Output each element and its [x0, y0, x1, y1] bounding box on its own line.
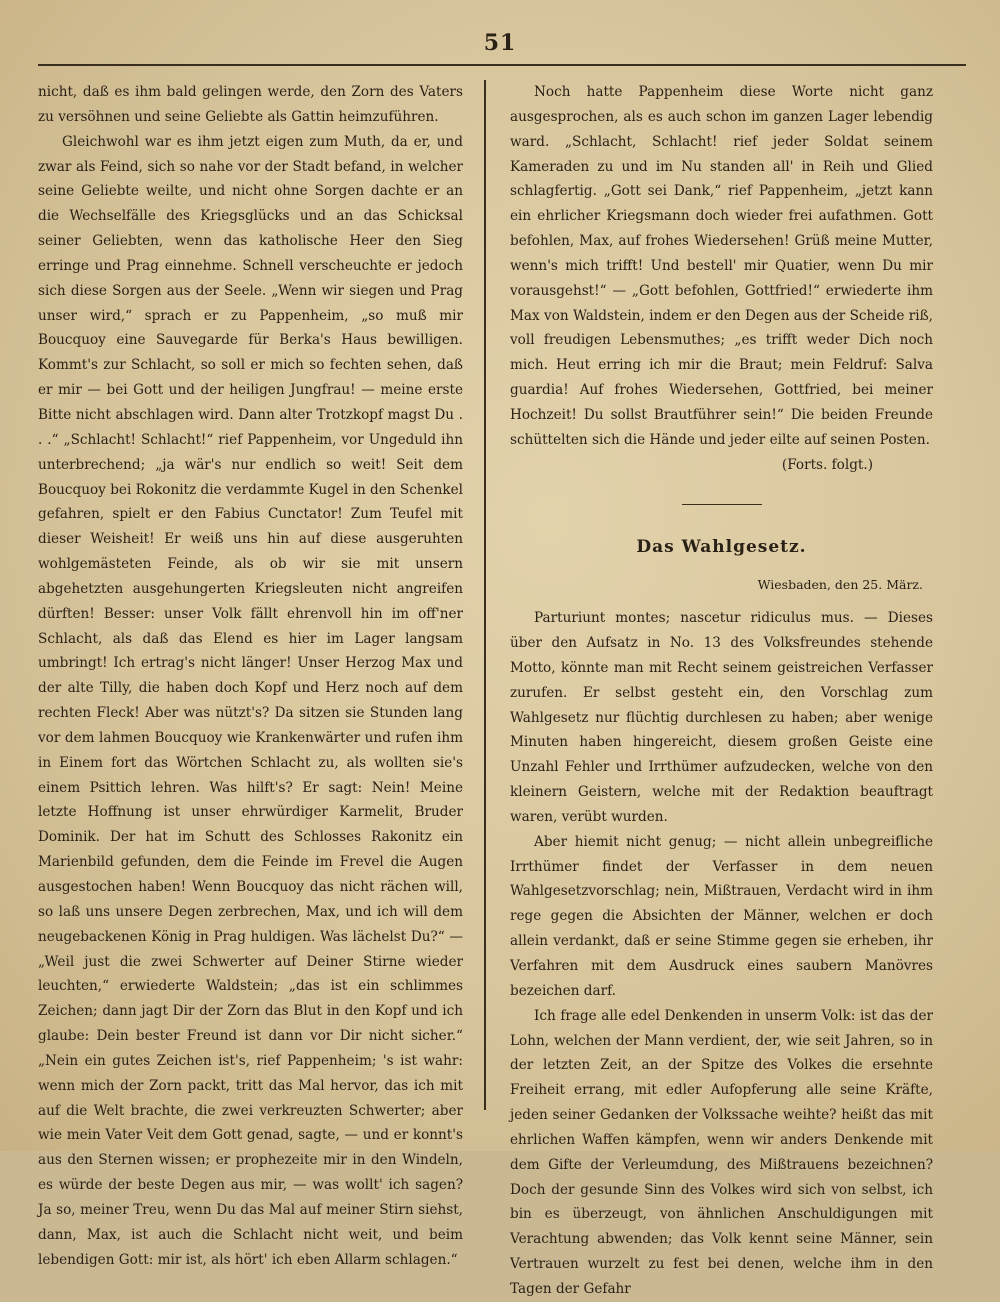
article-paragraph: Parturiunt montes; nascetur ridiculus mus. — Dieses über den Aufsatz in No. 13 des Volksfreundes stehende Motto, könnte man mit Recht seinem geistreichen Verfasser zurufen. Er selbst gesteht ein, den Vorschlag zum Wahlgesetz nur flüchtig durchlesen zu haben; aber wenige Minuten haben hingereicht, diesem großen Geiste eine Unzahl Fehler und Irrthümer aufzudecken, welche von den kleinern Geistern, welche mit der Redaktion beauftragt waren, verübt wurden.	[510, 610, 933, 825]
right-column	[510, 80, 933, 1302]
left-column	[38, 80, 463, 1273]
article-paragraph: Aber hiemit nicht genug; — nicht allein unbegreifliche Irrthümer findet der Verfasser in dem neuen Wahlgesetzvorschlag; nein, Mißtrauen, Verdacht wird in ihm rege gegen die Absichten der Männer, welchen er doch allein verdankt, daß er seine Stimme gegen sie erheben, ihr Verfahren mit dem Ausdruck eines saubern Manövres bezeichen darf.	[510, 833, 933, 999]
section-divider	[682, 504, 762, 505]
header-rule	[38, 64, 966, 66]
story-paragraph: Noch hatte Pappenheim diese Worte nicht ganz ausgesprochen, als es auch schon im ganzen Lager lebendig ward. „Schlacht, Schlacht! rief jeder Soldat seinem Kameraden zu und im Nu standen all' in Reih und Glied schlagfertig. „Gott sei Dank,“ rief Pappenheim, „jetzt kann ein ehrlicher Kriegsmann doch wieder frei aufathmen. Gott befohlen, Max, auf frohes Wiedersehen! Grüß meine Mutter, wenn's mich trifft! Und bestell' mir Quatier, wenn Du mir vorausgehst!“ — „Gott befohlen, Gottfried!“ erwiederte ihm Max von Waldstein, indem er den Degen aus der Scheide riß, voll freudigen Lebensmuthes; „es trifft weder Dich noch mich. Heut erring ich mir die Braut; mein Feldruf: Salva guardia! Auf frohes Wiedersehen, Gottfried, bei meiner Hochzeit! Du sollst Brautführer sein!“ Die beiden Freunde schüttelten sich die Hände und jeder eilte auf seinen Posten.	[510, 84, 933, 448]
dateline: Wiesbaden, den 25. März.	[757, 577, 923, 593]
story-paragraph: nicht, daß es ihm bald gelingen werde, den Zorn des Vaters zu versöhnen und seine Geliebte als Gattin heimzuführen.	[38, 84, 463, 125]
column-divider	[484, 80, 486, 1110]
page-number: 51	[483, 30, 517, 56]
article-title: Das Wahlgesetz.	[636, 536, 807, 557]
article-paragraph: Ich frage alle edel Denkenden in unserm Volk: ist das der Lohn, welchen der Mann verdient, der, wie seit Jahren, so in der letzten Zeit, an der Spitze des Volkes die ersehnte Freiheit errang, mit edler Aufopferung alle seine Kräfte, jeden seiner Gedanken der Volkssache weihte? heißt das mit ehrlichen Waffen kämpfen, wenn wir anders Denkende mit dem Gifte der Verleumdung, des Mißtrauens bezeichnen? Doch der gesunde Sinn des Volkes wird sich von selbst, ich bin es überzeugt, von ähnlichen Anschuldigungen mit Verachtung abwenden; das Volk kennt seine Männer, sein Vertrauen wurzelt zu fest bei denen, welche ihm in den Tagen der Gefahr	[510, 1007, 933, 1297]
continued-note: (Forts. folgt.)	[781, 456, 873, 473]
story-paragraph: Gleichwohl war es ihm jetzt eigen zum Muth, da er, und zwar als Feind, sich so nahe vor der Stadt befand, in welcher seine Geliebte weilte, und nicht ohne Sorgen dachte er an die Wechselfälle des Kriegsglücks und an das Schicksal seiner Geliebten, wenn das katholische Heer den Sieg erringe und Prag einnehme. Schnell verscheuchte er jedoch sich diese Sorgen aus der Seele. „Wenn wir siegen und Prag unser wird,“ sprach er zu Pappenheim, „so muß mir Boucquoy eine Sauvegarde für Berka's Haus bewilligen. Kommt's zur Schlacht, so soll er mich so fechten sehen, daß er mir — bei Gott und der heiligen Jungfrau! — meine erste Bitte nicht abschlagen wird. Dann alter Trotzkopf magst Du . . .“ „Schlacht! Schlacht!“ rief Pappenheim, vor Ungeduld ihn unterbrechend; „ja wär's nur endlich so weit! Seit dem Boucquoy bei Rokonitz die verdammte Kugel in den Schenkel gefahren, spielt er den Fabius Cunctator! Zum Teufel mit dieser Weisheit! Er weiß uns hin auf diese ausgeruhten wohlgemästeten Feinde, als ob wir sie mit unsern abgehetzten ausgehungerten Kriegsleuten nicht angreifen dürften! Besser: unser Volk fällt ehrenvoll hin im off'ner Schlacht, als daß das Elend es hier im Lager langsam umbringt! Ich ertrag's nicht länger! Unser Herzog Max und der alte Tilly, die haben doch Kopf und Herz noch auf dem rechten Fleck! Aber was nützt's? Da sitzen sie Stunden lang vor dem lahmen Boucquoy wie Krankenwärter und rufen ihm in Einem fort das Wörtchen Schlacht zu, als wollten sie's einem Psittich lehren. Was hilft's? Er sagt: Nein! Meine letzte Hoffnung ist unser ehrwürdiger Karmelit, Bruder Dominik. Der hat im Schutt des Schlosses Rakonitz ein Marienbild gefunden, dem die Feinde im Frevel die Augen ausgestochen haben! Wenn Boucquoy das nicht rächen will, so laß uns unsere Degen zerbrechen, Max, und ich will dem neugebackenen König in Prag huldigen. Was lächelst Du?“ — „Weil just die zwei Schwerter auf Deiner Stirne wieder leuchten,“ erwiederte Waldstein; „das ist ein schlimmes Zeichen; dann jagt Dir der Zorn das Blut in den Kopf und ich glaube: Dein bester Freund ist dann vor Dir nicht sicher.“ „Nein ein gutes Zeichen ist's, rief Pappenheim; 's ist wahr: wenn mich der Zorn packt, tritt das Mal hervor, das ich mit auf die Welt brachte, die zwei verkreuzten Schwerter; aber wie mein Vater Veit dem Gott genad, sagte, — und er konnt's aus den Sternen wissen; er prophezeite mir in den Windeln, es würde der beste Degen aus mir, — was wollt' ich sagen? Ja so, meiner Treu, wenn Du das Mal auf meiner Stirn siehst, dann, Max, ist auch die Schlacht nicht weit, und beim lebendigen Gott: mir ist, als hört' ich eben Allarm schlagen.“	[38, 133, 463, 1268]
spacer	[510, 598, 933, 606]
